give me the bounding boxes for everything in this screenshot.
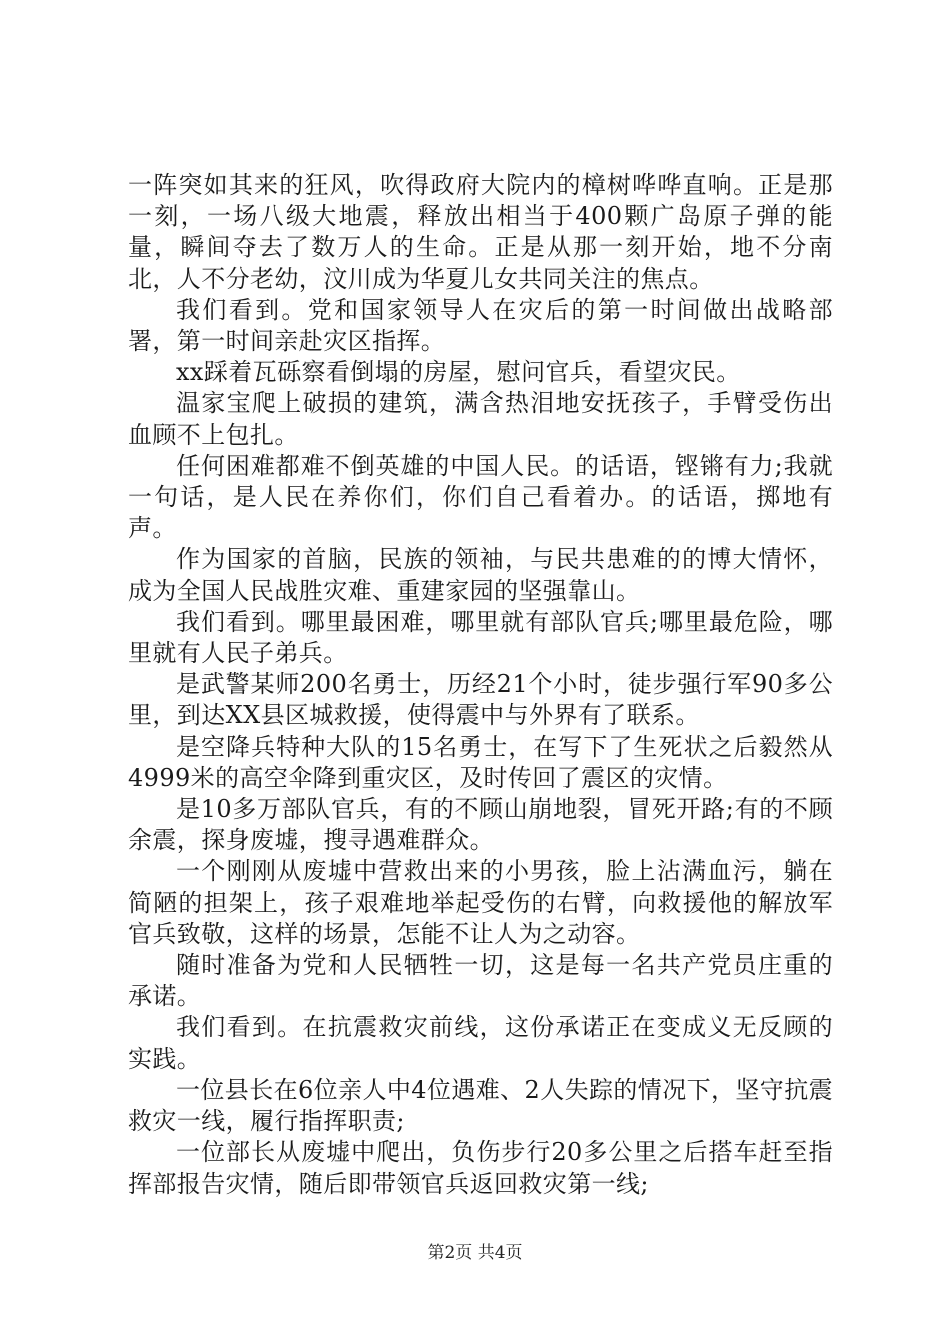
paragraph-12: 随时准备为党和人民牺牲一切，这是每一名共产党员庄重的承诺。: [128, 951, 833, 1011]
paragraph-8: 是武警某师200名勇士，历经21个小时，徒步强行军90多公里，到达XX县区城救援，使得震中与外界有了联系。: [128, 670, 833, 730]
paragraph-10: 是10多万部队官兵，有的不顾山崩地裂，冒死开路;有的不顾余震，探身废墟，搜寻遇难群众。: [128, 795, 833, 855]
paragraph-3: xx踩着瓦砾察看倒塌的房屋，慰问官兵，看望灾民。: [176, 358, 741, 387]
paragraph-14: 一位县长在6位亲人中4位遇难、2人失踪的情况下，坚守抗震救灾一线，履行指挥职责;: [128, 1075, 834, 1136]
paragraph-9: 是空降兵特种大队的15名勇士，在写下了生死状之后毅然从4999米的高空伞降到重灾区，及时传回了震区的灾情。: [128, 732, 833, 792]
paragraph-15: 一位部长从废墟中爬出，负伤步行20多公里之后搭车赶至指挥部报告灾情，随后即带领官兵返回救灾第一线;: [128, 1138, 833, 1198]
paragraph-6: 作为国家的首脑，民族的领袖，与民共患难的的博大情怀，成为全国人民战胜灾难、重建家园的坚强靠山。: [128, 545, 833, 605]
page-footer: [0, 1238, 950, 1263]
paragraph-11: 一个刚刚从废墟中营救出来的小男孩，脸上沾满血污，躺在简陋的担架上，孩子艰难地举起受伤的右臂，向救援他的解放军官兵致敬，这样的场景，怎能不让人为之动容。: [128, 857, 833, 948]
page-number-label: 第2页 共4页: [427, 1243, 523, 1263]
paragraph-13: 我们看到。在抗震救灾前线，这份承诺正在变成义无反顾的实践。: [128, 1013, 833, 1073]
paragraph-4: 温家宝爬上破损的建筑，满含热泪地安抚孩子，手臂受伤出血顾不上包扎。: [128, 389, 833, 449]
paragraph-7: 我们看到。哪里最困难，哪里就有部队官兵;哪里最危险，哪里就有人民子弟兵。: [128, 607, 833, 668]
paragraph-2: 我们看到。党和国家领导人在灾后的第一时间做出战略部署，第一时间亲赴灾区指挥。: [128, 295, 833, 356]
paragraph-1: 一阵突如其来的狂风，吹得政府大院内的樟树哗哗直响。正是那一刻，一场八级大地震，释放出相当于400颗广岛原子弹的能量，瞬间夺去了数万人的生命。正是从那一刻开始，地不分南北，人不分老幼，汶川成为华夏儿女共同关注的焦点。: [128, 171, 833, 293]
document-body: [128, 170, 833, 1200]
paragraph-5: 任何困难都难不倒英雄的中国人民。的话语，铿锵有力;我就一句话，是人民在养你们，你们自己看着办。的话语，掷地有声。: [128, 451, 833, 543]
